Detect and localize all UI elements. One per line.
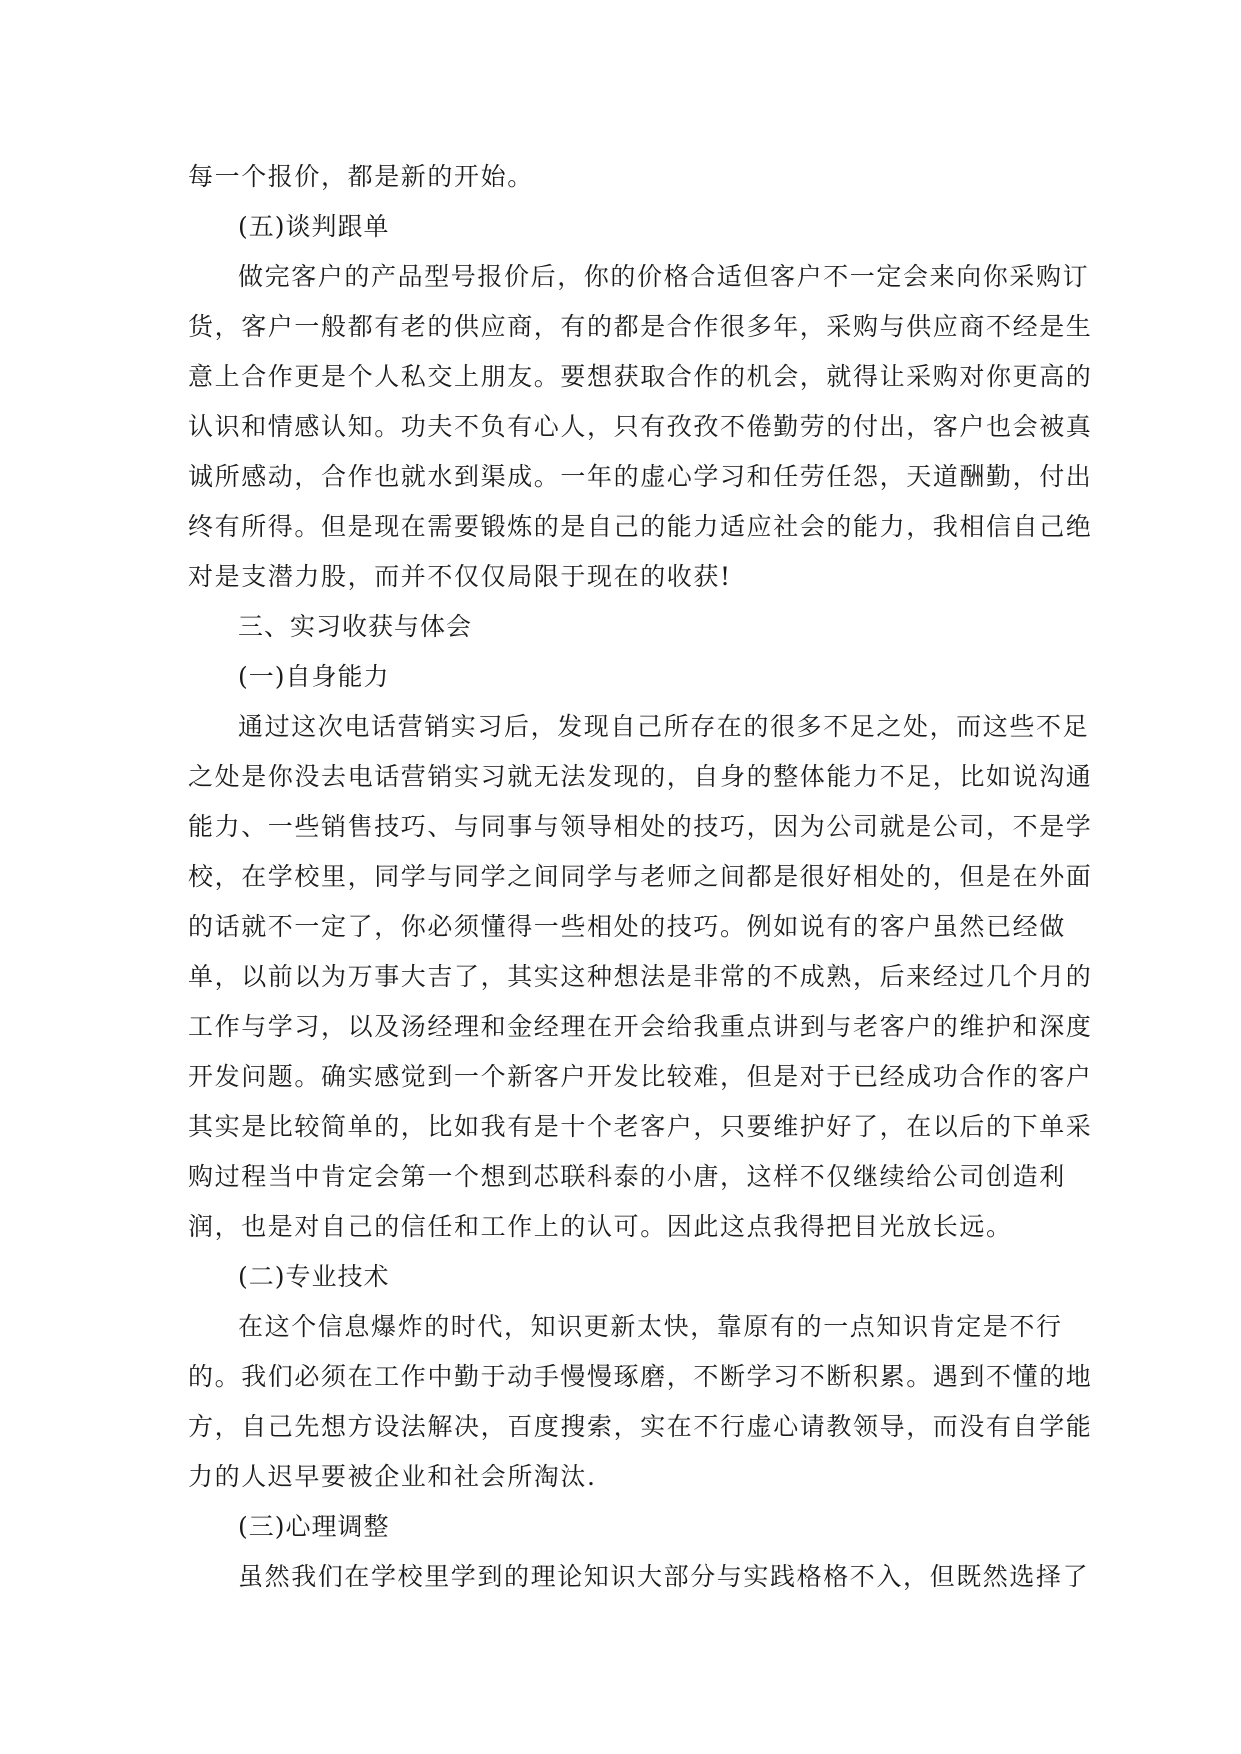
paragraph-line: 每一个报价，都是新的开始。 bbox=[188, 162, 534, 191]
paragraph-line: 终有所得。但是现在需要锻炼的是自己的能力适应社会的能力，我相信自己绝 bbox=[188, 512, 1093, 541]
paragraph-line: 其实是比较简单的，比如我有是十个老客户，只要维护好了，在以后的下单采 bbox=[188, 1112, 1093, 1141]
paragraph-line: 意上合作更是个人私交上朋友。要想获取合作的机会，就得让采购对你更高的 bbox=[188, 362, 1093, 391]
paragraph-line: 认识和情感认知。功夫不负有心人，只有孜孜不倦勤劳的付出，客户也会被真 bbox=[188, 412, 1093, 441]
paragraph-line: 润，也是对自己的信任和工作上的认可。因此这点我得把目光放长远。 bbox=[188, 1212, 1013, 1241]
paragraph-line: 单，以前以为万事大吉了，其实这种想法是非常的不成熟，后来经过几个月的 bbox=[188, 962, 1093, 991]
section-heading: (二)专业技术 bbox=[238, 1262, 390, 1291]
paragraph-line: 虽然我们在学校里学到的理论知识大部分与实践格格不入，但既然选择了 bbox=[238, 1562, 1090, 1591]
paragraph-line: 的话就不一定了，你必须懂得一些相处的技巧。例如说有的客户虽然已经做 bbox=[188, 912, 1066, 941]
paragraph-line: 在这个信息爆炸的时代，知识更新太快，靠原有的一点知识肯定是不行 bbox=[238, 1312, 1063, 1341]
paragraph-line: 能力、一些销售技巧、与同事与领导相处的技巧，因为公司就是公司，不是学 bbox=[188, 812, 1093, 841]
paragraph-line: 通过这次电话营销实习后，发现自己所存在的很多不足之处，而这些不足 bbox=[238, 712, 1090, 741]
paragraph-line: 校，在学校里，同学与同学之间同学与老师之间都是很好相处的，但是在外面 bbox=[188, 862, 1093, 891]
paragraph-line: 的。我们必须在工作中勤于动手慢慢琢磨，不断学习不断积累。遇到不懂的地 bbox=[188, 1362, 1093, 1391]
section-heading: 三、实习收获与体会 bbox=[238, 612, 473, 641]
paragraph-line: 做完客户的产品型号报价后，你的价格合适但客户不一定会来向你采购订 bbox=[238, 262, 1090, 291]
document-body bbox=[188, 152, 1093, 1602]
section-heading: (一)自身能力 bbox=[238, 662, 390, 691]
paragraph-line: 方，自己先想方设法解决，百度搜索，实在不行虚心请教领导，而没有自学能 bbox=[188, 1412, 1093, 1441]
section-heading: (三)心理调整 bbox=[238, 1512, 390, 1541]
paragraph-line: 货，客户一般都有老的供应商，有的都是合作很多年，采购与供应商不经是生 bbox=[188, 312, 1093, 341]
paragraph-line: 开发问题。确实感觉到一个新客户开发比较难，但是对于已经成功合作的客户 bbox=[188, 1062, 1093, 1091]
paragraph-line: 之处是你没去电话营销实习就无法发现的，自身的整体能力不足，比如说沟通 bbox=[188, 762, 1093, 791]
paragraph-line: 对是支潜力股，而并不仅仅局限于现在的收获! bbox=[188, 562, 732, 591]
paragraph-line: 诚所感动，合作也就水到渠成。一年的虚心学习和任劳任怨，天道酬勤，付出 bbox=[188, 462, 1093, 491]
paragraph-line: 购过程当中肯定会第一个想到芯联科泰的小唐，这样不仅继续给公司创造利 bbox=[188, 1162, 1066, 1191]
paragraph-line: 工作与学习，以及汤经理和金经理在开会给我重点讲到与老客户的维护和深度 bbox=[188, 1012, 1093, 1041]
paragraph-line: 力的人迟早要被企业和社会所淘汰. bbox=[188, 1462, 597, 1491]
section-heading: (五)谈判跟单 bbox=[238, 212, 390, 241]
